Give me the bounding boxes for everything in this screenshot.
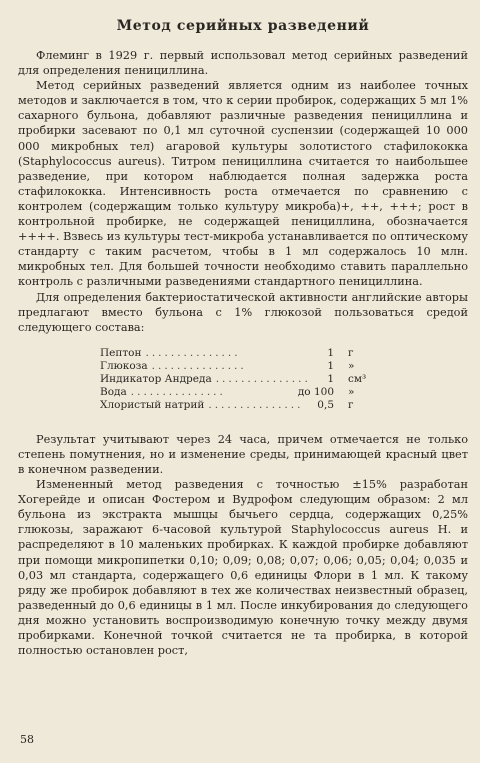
ingredient-unit: г xyxy=(348,398,354,411)
paragraph-result: Результат учитывают через 24 часа, причем отмечается не только степень помутнения, но и изменение среды, принимающей красный цвет в конечном разведении. xyxy=(18,432,468,476)
ingredient-name: Хлористый натрий xyxy=(100,398,205,411)
paragraph-english-authors: Для определения бактериостатической активности английские авторы предлагают вместо бульона с 1% глюкозой пользоваться средой следующего состава: xyxy=(18,290,468,334)
ingredient-name: Пептон xyxy=(100,346,142,359)
composition-row xyxy=(100,360,400,373)
ingredient-qty: 1 xyxy=(327,346,334,359)
ingredient-name: Индикатор Андреда xyxy=(100,372,212,385)
ingredient-name: Глюкоза xyxy=(100,359,148,372)
ingredient-name: Вода xyxy=(100,385,127,398)
ingredient-qty: 1 xyxy=(327,359,334,372)
composition-row xyxy=(100,347,400,360)
section-title: Метод серийных разведений xyxy=(116,18,370,34)
composition-row xyxy=(100,399,400,412)
paragraph-modified-method: Измененный метод разведения с точностью ±15% разработан Хогерейде и описан Фостером и Вудрофом следующим образом: 2 мл бульона из экстракта мышцы бычьего сердца, содержащих 0,25% глюкозы, заражают 6-часовой культурой Staphylococcus aureus H. и распределяют в 10 маленьких пробирках. К каждой пробирке добавляют при помощи микропипетки 0,10; 0,09; 0,08; 0,07; 0,06; 0,05; 0,04; 0,035 и 0,03 мл стандарта, содержащего 0,6 единицы Флори в 1 мл. К такому ряду же пробирок добавляют в тех же количествах неизвестный образец, разведенный до 0,6 единицы в 1 мл. После инкубирования до следующего дня можно установить воспроизводимую конечную точку между двумя пробирками. Конечной точкой считается не та пробирка, в которой полностью остановлен рост, xyxy=(18,478,468,658)
leader-dots: ............... xyxy=(208,398,304,411)
page-number: 58 xyxy=(20,733,34,746)
composition-row xyxy=(100,386,400,399)
ingredient-qty: 0,5 xyxy=(317,398,334,411)
leader-dots: ............... xyxy=(130,385,226,398)
leader-dots: ............... xyxy=(151,359,247,372)
composition-table xyxy=(100,347,400,412)
leader-dots: ............... xyxy=(145,346,241,359)
paragraph-method: Метод серийных разведений является одним из наиболее точных методов и заключается в том, что к серии пробирок, содержащих 5 мл 1% сахарного бульона, добавляют различные разведения пенициллина и пробирки засевают по 0,1 мл суточной суспензии (содержащей 10 000 000 микробных тел) агаровой культуры золотистого стафилококка (Staphylococcus aureus). Титром пенициллина считается то наибольшее разведение, при котором наблюдается полная задержка роста стафилококка. Интенсивность роста отмечается по сравнению с контролем (содержащим только культуру микроба)+, ++, +++; рост в контрольной пробирке, не содержащей пенициллина, обозначается ++++. Взвесь из культуры тест-микроба устанавливается по оптическому стандарту с таким расчетом, чтобы в 1 мл содержалось 10 млн. микробных тел. Для большей точности необходимо ставить параллельно контроль с различными разведениями стандартного пенициллина. xyxy=(18,79,468,289)
ingredient-unit: см³ xyxy=(348,372,367,385)
ingredient-qty: до 100 xyxy=(297,385,334,398)
composition-row xyxy=(100,373,400,386)
paragraph-fleming: Флеминг в 1929 г. первый использовал метод серийных разведений для определения пенициллина. xyxy=(18,49,468,78)
ingredient-unit: » xyxy=(348,359,355,372)
ingredient-unit: г xyxy=(348,346,354,359)
document-page xyxy=(18,14,468,754)
ingredient-qty: 1 xyxy=(327,372,334,385)
leader-dots: ............... xyxy=(215,372,311,385)
ingredient-unit: » xyxy=(348,385,355,398)
